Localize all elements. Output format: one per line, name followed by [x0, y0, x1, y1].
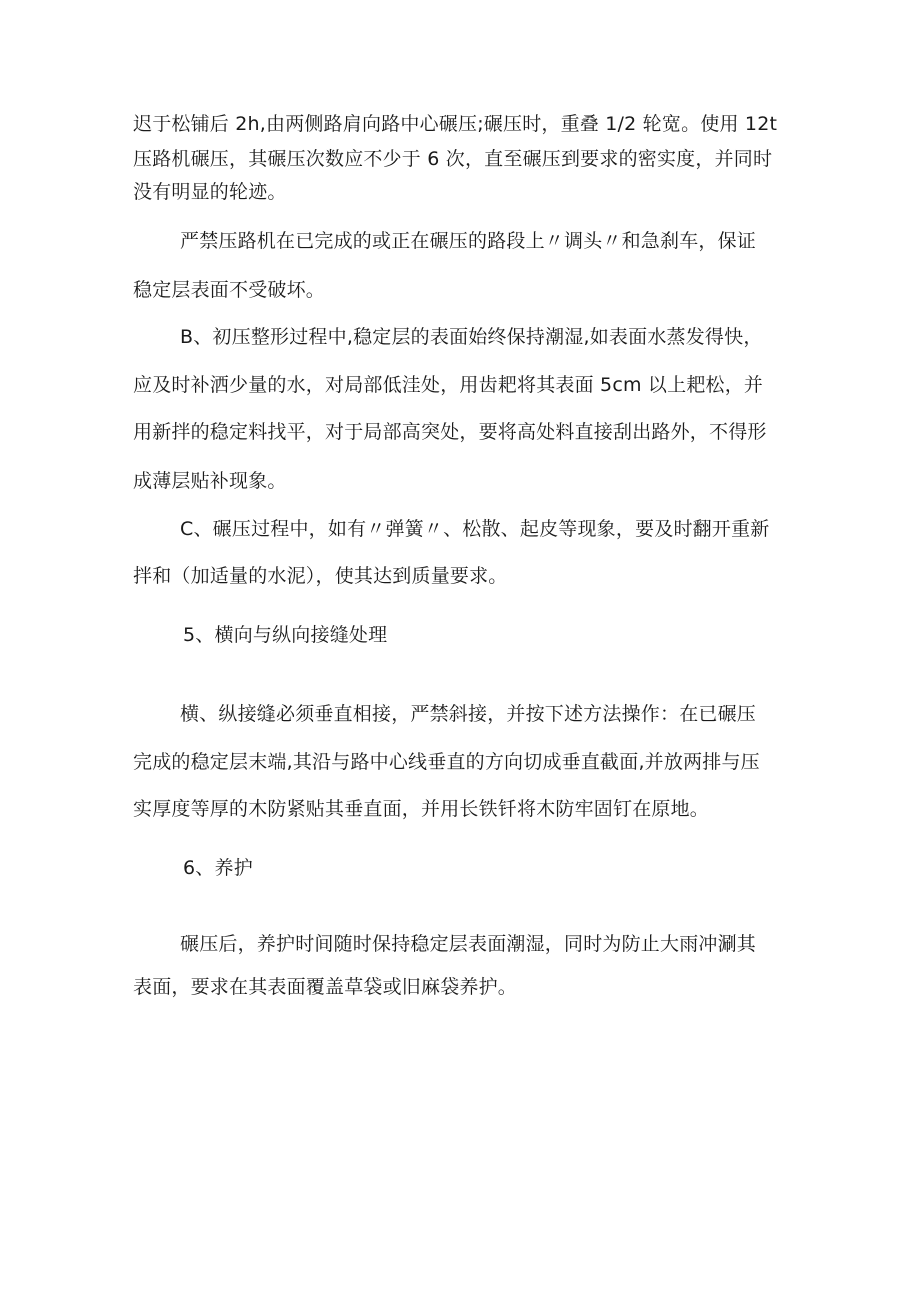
- paragraph-6-line-2: 完成的稳定层末端,其沿与路中心线垂直的方向切成垂直截面,并放两排与压: [133, 751, 760, 773]
- paragraph-2-line-2: 稳定层表面不受破坏。: [133, 279, 326, 301]
- paragraph-1-line-1: 迟于松铺后 2h,由两侧路肩向路中心碾压;碾压时，重叠 1/2 轮宽。使用 12t: [133, 113, 778, 135]
- paragraph-8-line-1: 碾压后，养护时间随时保持稳定层表面潮湿，同时为防止大雨冲涮其: [180, 933, 757, 955]
- paragraph-8-line-2: 表面，要求在其表面覆盖草袋或旧麻袋养护。: [133, 976, 518, 998]
- paragraph-4-line-2: 拌和（加适量的水泥），使其达到质量要求。: [133, 565, 508, 587]
- section-heading-5: 5、横向与纵向接缝处理: [183, 624, 388, 646]
- paragraph-6-line-1: 横、纵接缝必须垂直相接，严禁斜接，并按下述方法操作：在已碾压: [180, 703, 757, 725]
- paragraph-4-line-1: C、碾压过程中，如有〃弹簧〃、松散、起皮等现象，要及时翻开重新: [180, 518, 770, 540]
- paragraph-3-line-3: 用新拌的稳定料找平，对于局部高突处，要将高处料直接刮出路外，不得形: [133, 421, 767, 443]
- paragraph-3-line-2: 应及时补洒少量的水，对局部低洼处，用齿耙将其表面 5cm 以上耙松，并: [133, 374, 764, 396]
- paragraph-3-line-4: 成薄层贴补现象。: [133, 470, 287, 492]
- paragraph-6-line-3: 实厚度等厚的木防紧贴其垂直面，并用长铁钎将木防牢固钉在原地。: [133, 798, 710, 820]
- paragraph-3-line-1: B、初压整形过程中,稳定层的表面始终保持潮湿,如表面水蒸发得快，: [180, 326, 763, 348]
- paragraph-2-line-1: 严禁压路机在已完成的或正在碾压的路段上〃调头〃和急刹车，保证: [180, 230, 757, 252]
- section-heading-6: 6、养护: [183, 857, 253, 879]
- paragraph-1-line-3: 没有明显的轮迹。: [133, 181, 287, 203]
- paragraph-1-line-2: 压路机碾压，其碾压次数应不少于 6 次，直至碾压到要求的密实度，并同时: [133, 148, 773, 170]
